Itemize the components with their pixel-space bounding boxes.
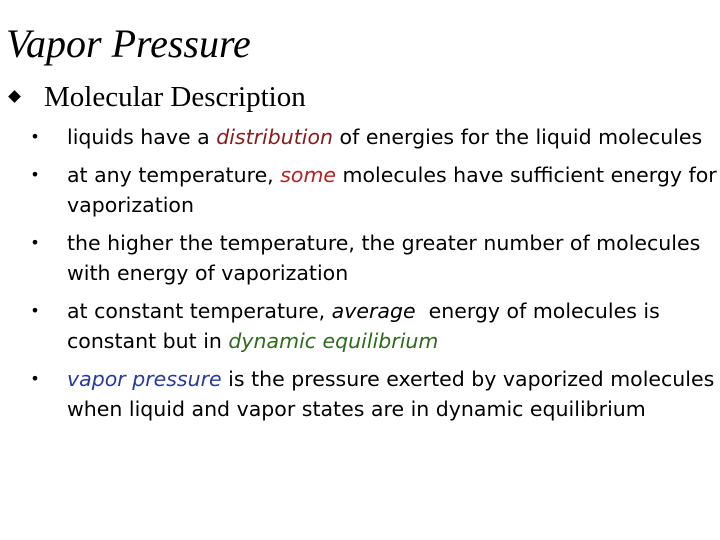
bullet-text: the higher the temperature, the greater number of molecules with energy of vaporization	[67, 231, 701, 285]
bullet-text: energy of molecules is constant but in	[67, 299, 667, 353]
bullet-text: is the pressure exerted by vaporized molecules when liquid and vapor states are in dynamic equilibrium	[67, 367, 715, 421]
bullet-item	[28, 160, 718, 220]
emphasis-some: some	[280, 163, 337, 187]
bullet-text: at constant temperature,	[67, 299, 332, 323]
bullet-dot-icon: •	[30, 165, 40, 184]
bullet-dot-icon: •	[30, 127, 40, 146]
bullet-text: liquids have a	[67, 125, 217, 149]
bullet-text: of energies for the liquid molecules	[333, 125, 703, 149]
bullet-text: at any temperature,	[67, 163, 281, 187]
bullet-dot-icon: •	[30, 369, 40, 388]
bullet-item	[28, 364, 718, 424]
bullet-item	[28, 122, 718, 152]
diamond-bullet-icon	[8, 90, 21, 103]
emphasis-dynamic-equilibrium: dynamic equilibrium	[228, 329, 439, 353]
bullet-item	[28, 296, 718, 356]
bullet-dot-icon: •	[30, 301, 40, 320]
bullet-list	[28, 122, 718, 432]
bullet-text: molecules have sufficient energy for vaporization	[67, 163, 717, 217]
emphasis-distribution: distribution	[216, 125, 334, 149]
section-heading: Molecular Description	[44, 81, 306, 113]
bullet-item	[28, 228, 718, 288]
slide-title: Vapor Pressure	[6, 21, 251, 66]
emphasis-average: average	[331, 299, 416, 323]
emphasis-vapor-pressure: vapor pressure	[67, 367, 222, 391]
bullet-dot-icon: •	[30, 233, 40, 252]
